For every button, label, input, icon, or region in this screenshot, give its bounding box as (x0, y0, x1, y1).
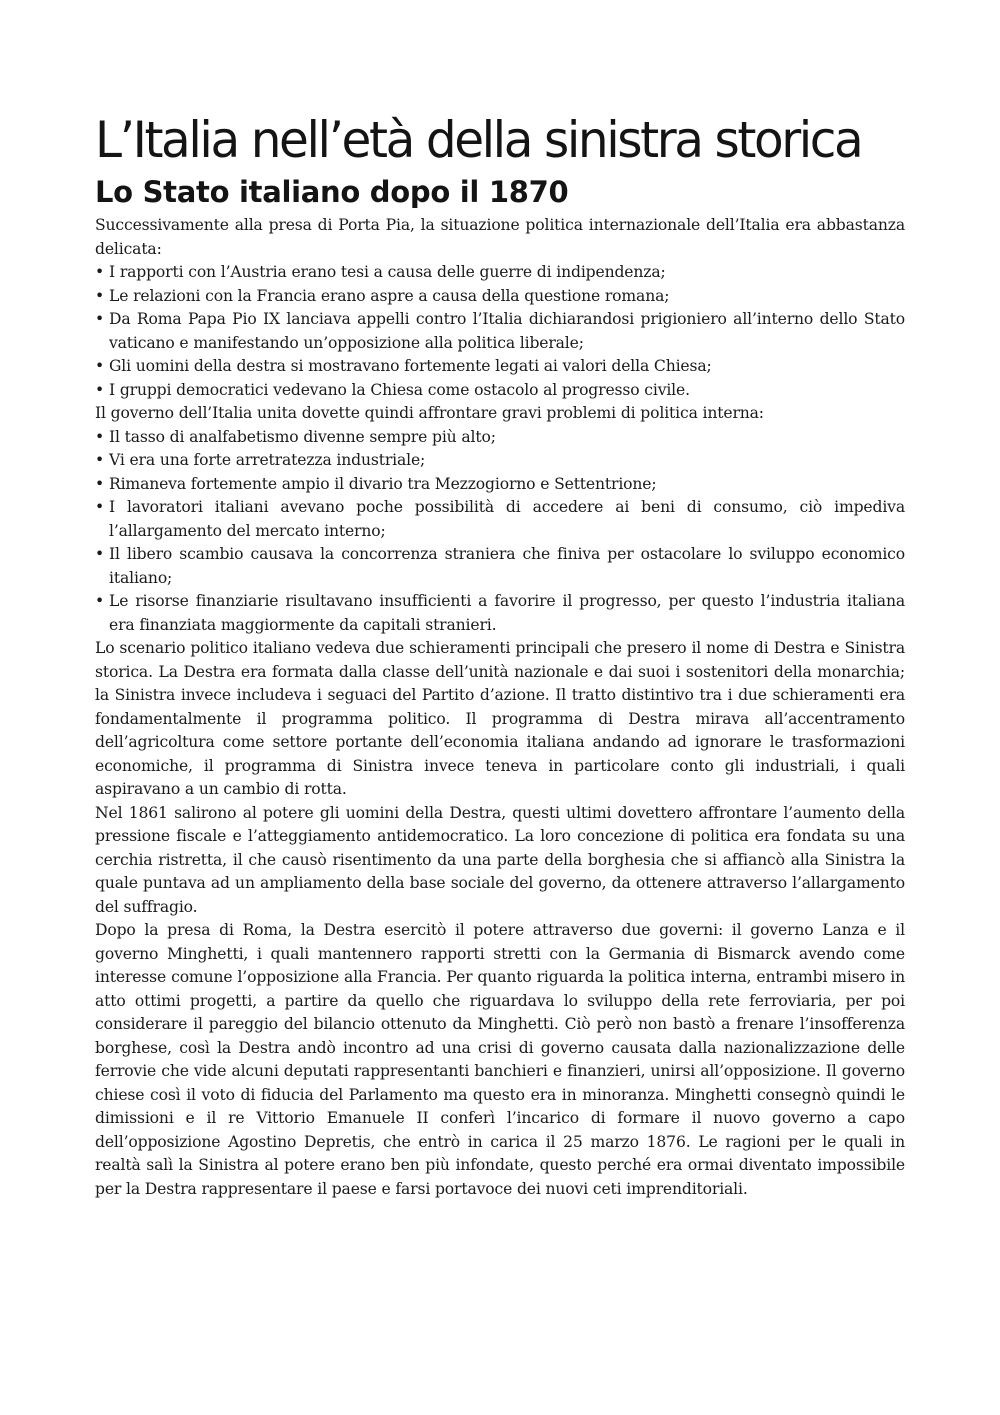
bullet-icon: • (95, 451, 105, 469)
document-page (95, 108, 905, 1201)
document-body (95, 214, 905, 1201)
internal-intro-paragraph: Il governo dell’Italia unita dovette quindi affrontare gravi problemi di politica interna: (95, 404, 764, 422)
bullet-icon: • (95, 263, 105, 281)
list-item: • I gruppi democratici vedevano la Chiesa come ostacolo al progresso civile. (95, 379, 905, 403)
internal-issues-list (95, 426, 905, 638)
bullet-icon: • (95, 286, 105, 305)
list-item: • Le relazioni con la Francia erano aspre a causa della questione romana; (95, 285, 905, 309)
section-heading: Lo Stato italiano dopo il 1870 (95, 175, 569, 209)
paragraph-political-scenario: Lo scenario politico italiano vedeva due schieramenti principali che presero il nome di Destra e Sinistra storica. La Destra era formata dalla classe dell’unità nazionale e dai suoi i sostenitori della monarchia; la Sinistra invece includeva i seguaci del Partito d’azione. Il tratto distintivo tra i due schieramenti era fondamentalmente il programma politico. Il programma di Destra mirava all’accentramento dell’agricoltura come settore portante dell’economia italiana andando ad ignorare le trasformazioni economiche, il programma di Sinistra invece teneva in particolare conto gli industriali, i quali aspiravano a un cambio di rotta. (95, 639, 905, 798)
bullet-icon: • (95, 357, 105, 375)
bullet-icon: • (95, 310, 105, 328)
bullet-icon: • (95, 592, 105, 610)
paragraph-after-rome: Dopo la presa di Roma, la Destra esercitò il potere attraverso due governi: il governo Lanza e il governo Minghetti, i quali mantennero rapporti stretti con la Germania di Bismarck avendo come interesse comune l’opposizione alla Francia. Per quanto riguarda la politica interna, entrambi misero in atto ottimi progetti, a partire da quello che riguardava lo sviluppo della rete ferroviaria, per poi considerare il pareggio del bilancio ottenuto da Minghetti. Ciò però non bastò a frenare l’insofferenza borghese, così la Destra andò incontro ad una crisi di governo causata dalla nazionalizzazione delle ferrovie che vide alcuni deputati rappresentanti banchieri e finanzieri, unirsi all’opposizione. Il governo chiese così il voto di fiducia del Parlamento ma questo era in minoranza. Minghetti consegnò quindi le dimissioni e il re Vittorio Emanuele II conferì l’incarico di formare il nuovo governo a capo dell’opposizione Agostino Depretis, che entrò in carica il 25 marzo 1876. Le ragioni per le quali in realtà salì la Sinistra al potere erano ben più infondate, questo perché era ormai diventato impossibile per la Destra rappresentare il paese e farsi portavoce dei nuovi ceti imprenditoriali. (95, 921, 905, 1198)
intro-paragraph: Successivamente alla presa di Porta Pia, la situazione politica internazionale dell’Italia era abbastanza delicata: (95, 216, 905, 258)
list-item: • Il tasso di analfabetismo divenne sempre più alto; (95, 426, 905, 450)
list-item: • Da Roma Papa Pio IX lanciava appelli contro l’Italia dichiarandosi prigioniero all’interno dello Stato vaticano e manifestando un’opposizione alla politica liberale; (95, 310, 905, 352)
bullet-icon: • (95, 545, 105, 563)
paragraph-destra-1861: Nel 1861 salirono al potere gli uomini della Destra, questi ultimi dovettero affrontare l’aumento della pressione fiscale e l’atteggiamento antidemocratico. La loro concezione di politica era fondata su una cerchia ristretta, il che causò risentimento da una parte della borghesia che si affiancò alla Sinistra la quale puntava ad un ampliamento della base sociale del governo, da ottenere attraverso l’allargamento del suffragio. (95, 803, 905, 916)
list-item: • I rapporti con l’Austria erano tesi a causa delle guerre di indipendenza; (95, 261, 905, 285)
page-title: L’Italia nell’età della sinistra storica (95, 111, 862, 169)
bullet-icon: • (95, 427, 105, 446)
list-item: • Le risorse finanziarie risultavano insufficienti a favorire il progresso, per questo l’industria italiana era finanziata maggiormente da capitali stranieri. (95, 592, 905, 634)
list-item: • Vi era una forte arretratezza industriale; (95, 449, 905, 473)
list-item: • Gli uomini della destra si mostravano fortemente legati ai valori della Chiesa; (95, 355, 905, 379)
bullet-icon: • (95, 498, 105, 516)
bullet-icon: • (95, 474, 105, 493)
list-item: • I lavoratori italiani avevano poche possibilità di accedere ai beni di consumo, ciò impediva l’allargamento del mercato interno; (95, 498, 905, 540)
international-issues-list (95, 261, 905, 402)
bullet-icon: • (95, 380, 105, 399)
list-item: • Rimaneva fortemente ampio il divario tra Mezzogiorno e Settentrione; (95, 473, 905, 497)
list-item: • Il libero scambio causava la concorrenza straniera che finiva per ostacolare lo sviluppo economico italiano; (95, 545, 905, 587)
